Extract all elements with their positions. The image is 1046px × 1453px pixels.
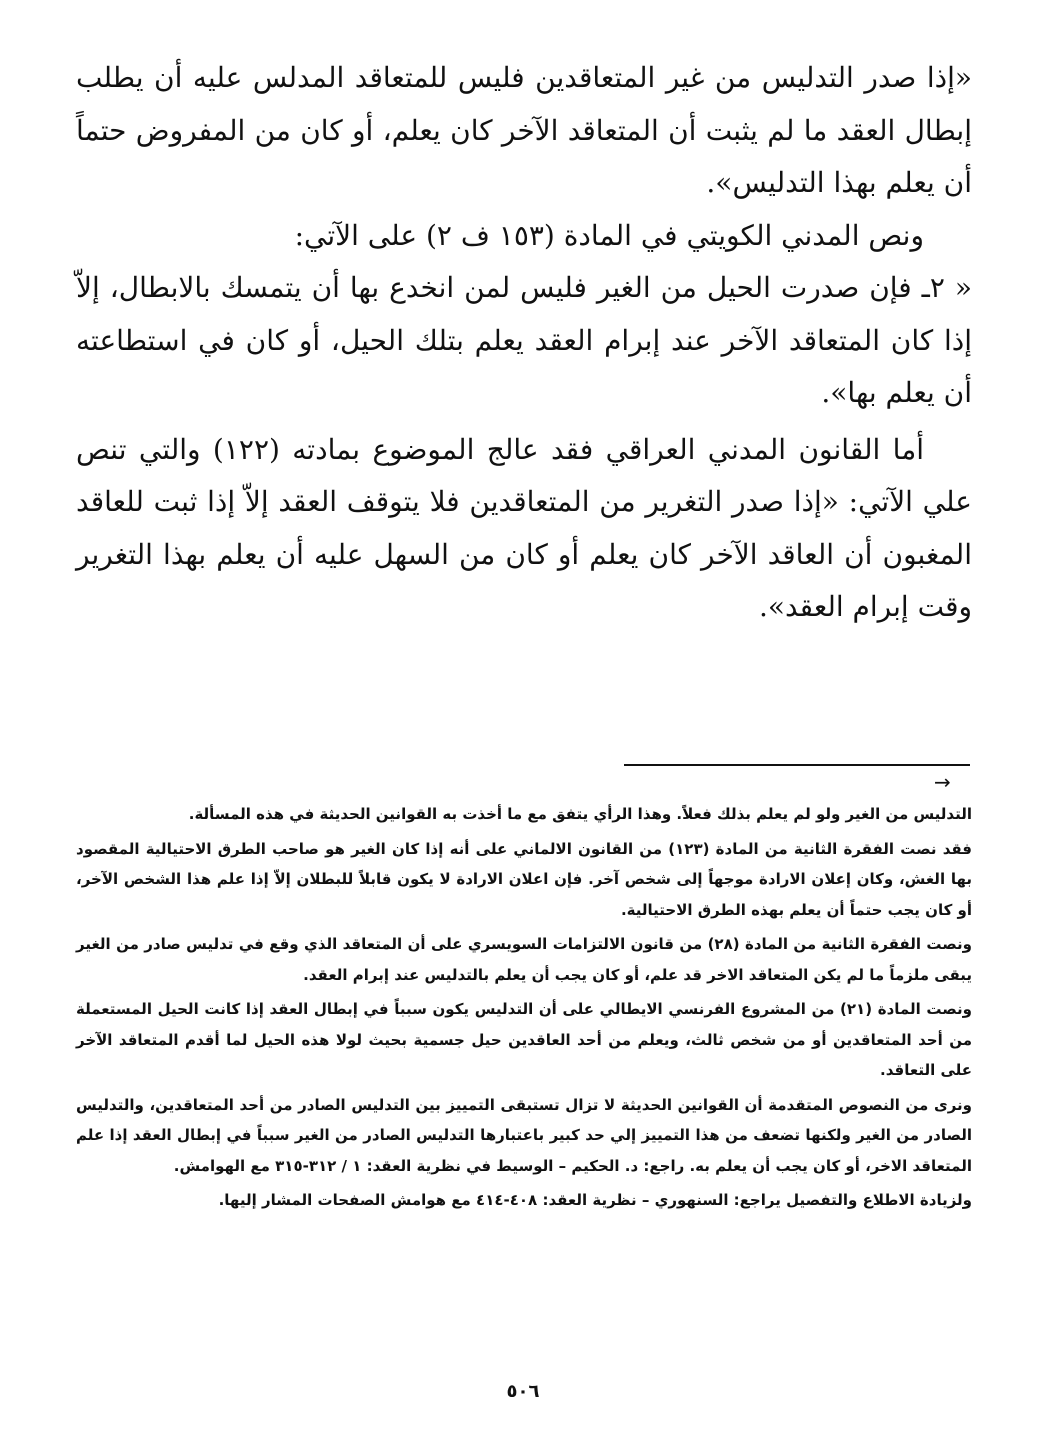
page-number: ٥٠٦ (506, 1381, 540, 1402)
body-paragraph-iraqi: أما القانون المدني العراقي فقد عالج الموضوع بمادته (١٢٢) والتي تنص علي الآتي: «إذا صدر التغرير من المتعاقدين فلا يتوقف العقد إلاّ إذا ثبت للعاقد المغبون أن العاقد الآخر كان يعلم أو كان من السهل عليه أن يعلم بهذا التغرير وقت إبرام العقد». (76, 432, 972, 623)
body-paragraph-kuwaiti-intro: ونص المدني الكويتي في المادة (١٥٣ ف ٢) على الآتي: (294, 218, 924, 252)
footnotes (76, 799, 972, 1220)
footnote-paragraph: ونرى من النصوص المتقدمة أن القوانين الحديثة لا تزال تستبقى التمييز بين التدليس الصادر من أحد المتعاقدين، والتدليس الصادر من الغير ولكنها تضعف من هذا التمييز إلي حد كبير باعتبارها التدليس الصادر من الغير سبباً في إبطال العقد إذا علم المتعاقد الاخر، أو كان يجب أن يعلم به. راجع: د. الحكيم – الوسيط في نظرية العقد: ١ / ٣١٢-٣١٥ مع الهوامش. (76, 1095, 972, 1175)
footnote-paragraph: فقد نصت الفقرة الثانية من المادة (١٢٣) من القانون الالماني على أنه إذا كان الغير هو صاحب الطرق الاحتيالية المقصود بها الغش، وكان إعلان الارادة موجهاً إلى شخص آخر. فإن اعلان الارادة لا يكون قابلاً للبطلان إلاّ إذا علم هذا الشخص الآخر، أو كان يجب حتماً أن يعلم بهذه الطرق الاحتيالية. (76, 839, 972, 919)
footnote-paragraph: ونصت الفقرة الثانية من المادة (٢٨) من قانون الالتزامات السويسري على أن المتعاقد الذي وقع في تدليس صادر من الغير يبقى ملزماً ما لم يكن المتعاقد الاخر قد علم، أو كان يجب أن يعلم بالتدليس عند إبرام العقد. (76, 935, 972, 984)
body-paragraph-quote-1: «إذا صدر التدليس من غير المتعاقدين فليس للمتعاقد المدلس عليه أن يطلب إبطال العقد ما لم يثبت أن المتعاقد الآخر كان يعلم، أو كان من المفروض حتماً أن يعلم بهذا التدليس». (76, 61, 972, 199)
footnote-separator (624, 764, 970, 766)
footnote-paragraph: التدليس من الغير ولو لم يعلم بذلك فعلاً. وهذا الرأي يتفق مع ما أخذت به القوانين الحديثة في هذه المسألة. (188, 805, 972, 823)
footnote-paragraph: ولزيادة الاطلاع والتفصيل يراجع: السنهوري – نظرية العقد: ٤٠٨-٤١٤ مع هوامش الصفحات المشار إليها. (218, 1191, 972, 1209)
footnote-paragraph: ونصت المادة (٢١) من المشروع الفرنسي الايطالي على أن التدليس يكون سبباً في إبطال العقد إذا كانت الحيل المستعملة من أحد المتعاقدين أو من شخص ثالث، ويعلم من أحد العاقدين حيل جسمية بحيث لولا هذه الحيل لما أقدم المتعاقد الآخر على التعاقد. (76, 1000, 972, 1079)
continuation-arrow-icon: → (934, 770, 951, 794)
main-text (76, 52, 972, 634)
body-paragraph-quote-2: « ٢ـ فإن صدرت الحيل من الغير فليس لمن انخدع بها أن يتمسك بالابطال، إلاّ إذا كان المتعاقد الآخر عند إبرام العقد يعلم بتلك الحيل، أو كان في استطاعته أن يعلم بها». (76, 271, 972, 409)
